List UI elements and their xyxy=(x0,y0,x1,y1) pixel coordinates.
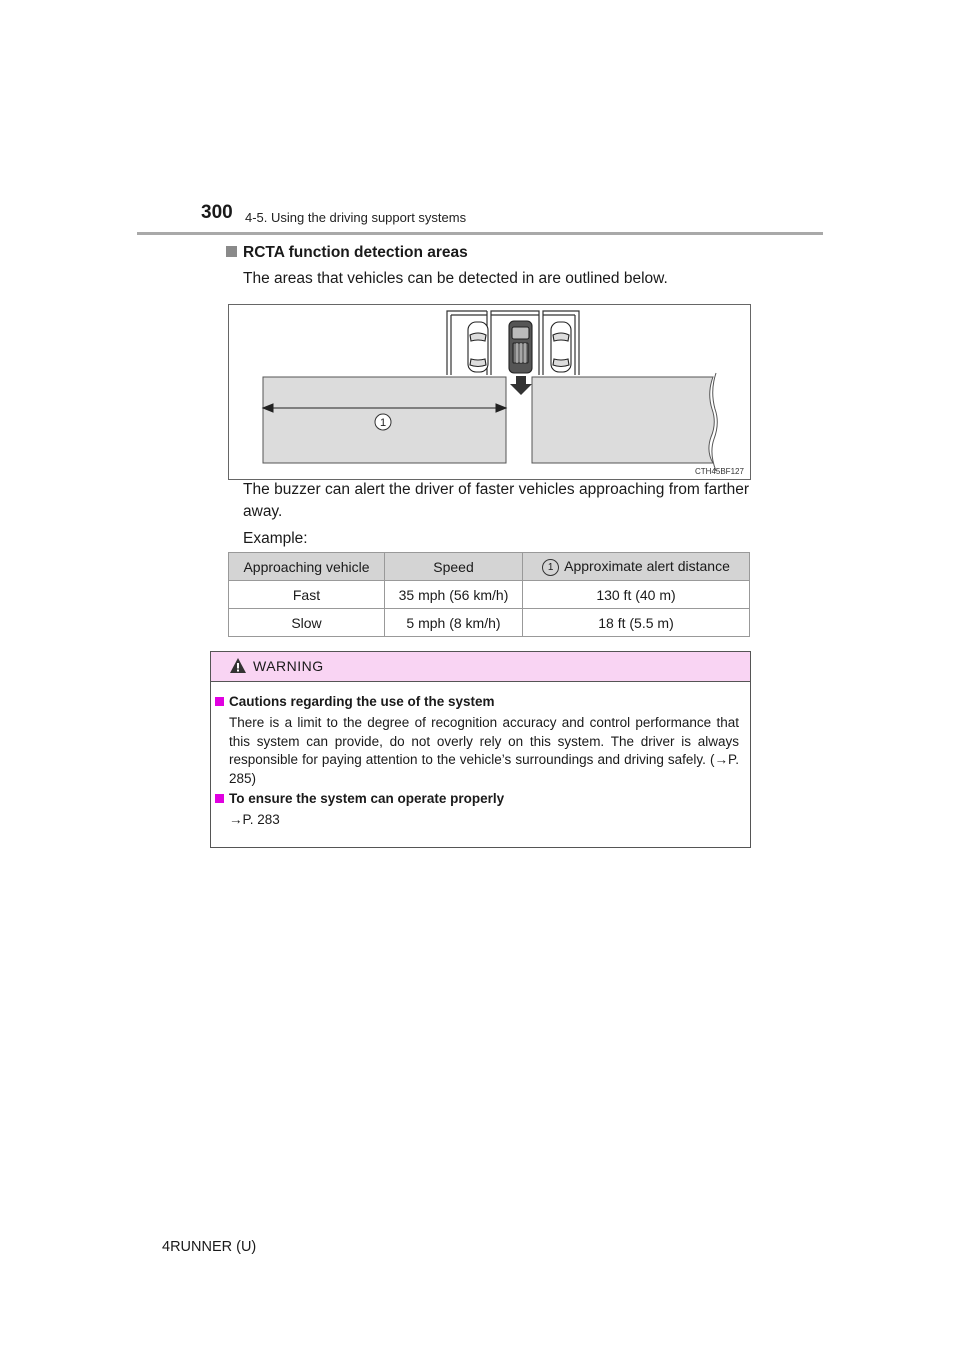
table-header-row xyxy=(229,553,750,581)
example-label: Example: xyxy=(243,530,308,547)
square-bullet-icon xyxy=(215,794,224,803)
footer-model-name: 4RUNNER (U) xyxy=(162,1239,257,1255)
warning-item-heading xyxy=(215,694,495,709)
table-row xyxy=(229,581,750,609)
table-header-alert-distance-text: Approximate alert distance xyxy=(564,557,730,574)
table-header-speed: Speed xyxy=(385,553,523,581)
table-cell: 5 mph (8 km/h) xyxy=(385,609,523,637)
detection-area-right xyxy=(532,377,714,463)
detection-area-figure xyxy=(228,304,751,480)
parked-car-right-icon xyxy=(551,322,571,372)
square-bullet-icon xyxy=(226,246,237,257)
warning-item-text: There is a limit to the degree of recognition accuracy and control performance that this system can provide, do not overly rely on this system. The driver is always responsible for paying attention to the vehicle’s surroundings and driving safely. (→P. 285) xyxy=(229,715,739,786)
warning-item-text: →P. 283 xyxy=(229,812,280,827)
intro-paragraph: The areas that vehicles can be detected in are outlined below. xyxy=(243,270,668,287)
table-header-approaching-vehicle: Approaching vehicle xyxy=(229,553,385,581)
table-header-alert-distance xyxy=(523,553,750,581)
warning-box xyxy=(210,651,751,848)
section-heading-text: RCTA function detection areas xyxy=(243,244,468,261)
section-title: 4-5. Using the driving support systems xyxy=(245,210,467,225)
page-number: 300 xyxy=(201,202,233,223)
parked-car-left-icon xyxy=(468,322,488,372)
table-cell: 130 ft (40 m) xyxy=(523,581,750,609)
figure-image-code: CTH45BF127 xyxy=(695,467,744,476)
warning-item-heading xyxy=(215,791,504,806)
callout-1-icon: 1 xyxy=(542,559,559,576)
reverse-direction-arrow-icon xyxy=(510,376,532,395)
table-cell: 35 mph (56 km/h) xyxy=(385,581,523,609)
alert-distance-table xyxy=(228,552,750,637)
section-heading xyxy=(226,244,468,262)
warning-item-heading-text: To ensure the system can operate properly xyxy=(229,791,505,806)
warning-item-heading-text: Cautions regarding the use of the system xyxy=(229,694,495,709)
table-cell: Fast xyxy=(229,581,385,609)
warning-triangle-icon xyxy=(229,657,247,674)
table-cell: Slow xyxy=(229,609,385,637)
buzzer-paragraph: The buzzer can alert the driver of faster vehicles approaching from farther away. xyxy=(243,481,749,520)
callout-number: 1 xyxy=(379,417,387,429)
warning-header xyxy=(211,652,750,682)
header-divider xyxy=(137,232,823,235)
warning-title: WARNING xyxy=(253,658,324,674)
square-bullet-icon xyxy=(215,697,224,706)
table-cell: 18 ft (5.5 m) xyxy=(523,609,750,637)
own-vehicle-icon xyxy=(509,321,532,373)
table-row xyxy=(229,609,750,637)
detection-area-diagram xyxy=(229,305,750,479)
